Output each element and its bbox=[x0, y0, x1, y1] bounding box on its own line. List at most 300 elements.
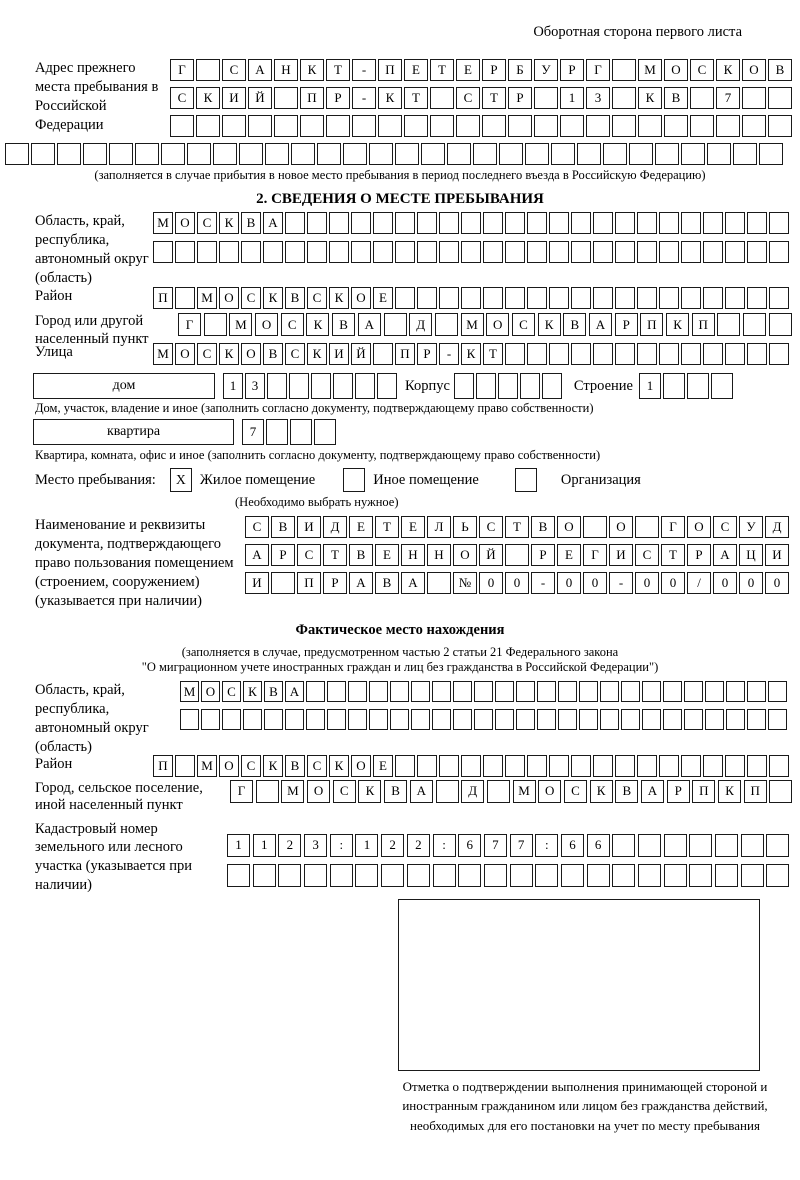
char-cell-filled[interactable]: Д bbox=[323, 516, 347, 538]
char-cell-filled[interactable]: М bbox=[197, 755, 217, 777]
char-cell-empty[interactable] bbox=[659, 241, 679, 263]
char-cell-empty[interactable] bbox=[461, 287, 481, 309]
char-cell-filled[interactable]: В bbox=[768, 59, 792, 81]
char-cell-filled[interactable]: 1 bbox=[227, 834, 250, 857]
char-cell-filled[interactable]: В bbox=[349, 544, 373, 566]
char-cell-empty[interactable] bbox=[615, 343, 635, 365]
char-cell-empty[interactable] bbox=[711, 373, 733, 399]
char-cell-empty[interactable] bbox=[461, 755, 481, 777]
char-cell-empty[interactable] bbox=[725, 241, 745, 263]
char-cell-empty[interactable] bbox=[629, 143, 653, 165]
char-cell-filled[interactable]: К bbox=[306, 313, 329, 336]
char-cell-empty[interactable] bbox=[768, 115, 792, 137]
char-cell-filled[interactable]: 1 bbox=[639, 373, 661, 399]
char-cell-empty[interactable] bbox=[577, 143, 601, 165]
char-cell-empty[interactable] bbox=[558, 709, 577, 730]
char-cell-filled[interactable]: В bbox=[271, 516, 295, 538]
char-cell-empty[interactable] bbox=[681, 287, 701, 309]
char-cell-filled[interactable]: К bbox=[358, 780, 381, 803]
char-cell-filled[interactable]: М bbox=[229, 313, 252, 336]
char-cell-filled[interactable]: В bbox=[375, 572, 399, 594]
char-cell-empty[interactable] bbox=[612, 115, 636, 137]
char-cell-empty[interactable] bbox=[381, 864, 404, 887]
char-cell-empty[interactable] bbox=[289, 373, 309, 399]
char-cell-empty[interactable] bbox=[204, 313, 227, 336]
char-cell-filled[interactable]: В bbox=[615, 780, 638, 803]
char-cell-empty[interactable] bbox=[430, 87, 454, 109]
char-cell-empty[interactable] bbox=[571, 755, 591, 777]
char-cell-filled[interactable]: Т bbox=[482, 87, 506, 109]
char-cell-empty[interactable] bbox=[768, 87, 792, 109]
char-cell-empty[interactable] bbox=[664, 115, 688, 137]
char-cell-filled[interactable]: О bbox=[486, 313, 509, 336]
char-cell-empty[interactable] bbox=[681, 343, 701, 365]
char-cell-empty[interactable] bbox=[766, 864, 789, 887]
char-cell-filled[interactable]: В bbox=[285, 287, 305, 309]
char-cell-empty[interactable] bbox=[243, 709, 262, 730]
char-cell-filled[interactable]: К bbox=[219, 212, 239, 234]
char-cell-filled[interactable]: - bbox=[352, 59, 376, 81]
char-cell-empty[interactable] bbox=[213, 143, 237, 165]
char-cell-empty[interactable] bbox=[439, 241, 459, 263]
char-cell-empty[interactable] bbox=[659, 212, 679, 234]
char-cell-empty[interactable] bbox=[659, 287, 679, 309]
char-cell-empty[interactable] bbox=[290, 419, 312, 445]
char-cell-empty[interactable] bbox=[482, 115, 506, 137]
char-cell-empty[interactable] bbox=[395, 755, 415, 777]
char-cell-empty[interactable] bbox=[411, 709, 430, 730]
char-cell-filled[interactable]: 0 bbox=[661, 572, 685, 594]
char-cell-filled[interactable]: Г bbox=[170, 59, 194, 81]
char-cell-filled[interactable]: : bbox=[535, 834, 558, 857]
char-cell-empty[interactable] bbox=[747, 343, 767, 365]
char-cell-empty[interactable] bbox=[461, 212, 481, 234]
char-cell-filled[interactable]: 1 bbox=[355, 834, 378, 857]
char-cell-empty[interactable] bbox=[741, 834, 764, 857]
char-cell-empty[interactable] bbox=[769, 287, 789, 309]
char-cell-filled[interactable]: И bbox=[297, 516, 321, 538]
char-cell-filled[interactable]: Р bbox=[508, 87, 532, 109]
char-cell-filled[interactable]: И bbox=[765, 544, 789, 566]
char-cell-empty[interactable] bbox=[715, 834, 738, 857]
char-cell-empty[interactable] bbox=[285, 212, 305, 234]
char-cell-empty[interactable] bbox=[161, 143, 185, 165]
char-cell-empty[interactable] bbox=[219, 241, 239, 263]
char-cell-filled[interactable]: С bbox=[285, 343, 305, 365]
char-cell-empty[interactable] bbox=[278, 864, 301, 887]
char-cell-filled[interactable]: В bbox=[285, 755, 305, 777]
char-cell-filled[interactable]: К bbox=[329, 755, 349, 777]
char-cell-empty[interactable] bbox=[196, 115, 220, 137]
char-cell-filled[interactable]: В bbox=[531, 516, 555, 538]
char-cell-empty[interactable] bbox=[621, 709, 640, 730]
char-cell-filled[interactable]: А bbox=[245, 544, 269, 566]
char-cell-empty[interactable] bbox=[743, 313, 766, 336]
char-cell-filled[interactable]: 3 bbox=[304, 834, 327, 857]
stay-type-checkbox-organization[interactable] bbox=[515, 468, 537, 492]
char-cell-filled[interactable]: А bbox=[410, 780, 433, 803]
char-cell-filled[interactable]: К bbox=[378, 87, 402, 109]
char-cell-empty[interactable] bbox=[703, 212, 723, 234]
char-cell-empty[interactable] bbox=[520, 373, 540, 399]
char-cell-empty[interactable] bbox=[527, 343, 547, 365]
char-cell-filled[interactable]: К bbox=[307, 343, 327, 365]
char-cell-empty[interactable] bbox=[725, 287, 745, 309]
char-cell-empty[interactable] bbox=[326, 115, 350, 137]
char-cell-empty[interactable] bbox=[285, 241, 305, 263]
char-cell-empty[interactable] bbox=[505, 755, 525, 777]
char-cell-empty[interactable] bbox=[603, 143, 627, 165]
char-cell-filled[interactable]: 2 bbox=[381, 834, 404, 857]
char-cell-empty[interactable] bbox=[549, 755, 569, 777]
char-cell-empty[interactable] bbox=[505, 212, 525, 234]
char-cell-filled[interactable]: А bbox=[641, 780, 664, 803]
char-cell-filled[interactable]: О bbox=[175, 343, 195, 365]
char-cell-empty[interactable] bbox=[355, 373, 375, 399]
char-cell-empty[interactable] bbox=[689, 834, 712, 857]
char-cell-empty[interactable] bbox=[180, 709, 199, 730]
char-cell-filled[interactable]: О bbox=[742, 59, 766, 81]
char-cell-empty[interactable] bbox=[307, 212, 327, 234]
char-cell-filled[interactable]: К bbox=[538, 313, 561, 336]
char-cell-empty[interactable] bbox=[439, 755, 459, 777]
char-cell-empty[interactable] bbox=[411, 681, 430, 702]
char-cell-empty[interactable] bbox=[395, 212, 415, 234]
char-cell-empty[interactable] bbox=[484, 864, 507, 887]
char-cell-empty[interactable] bbox=[549, 212, 569, 234]
char-cell-filled[interactable]: 2 bbox=[407, 834, 430, 857]
char-cell-filled[interactable]: В bbox=[263, 343, 283, 365]
char-cell-filled[interactable]: С bbox=[307, 755, 327, 777]
char-cell-empty[interactable] bbox=[637, 755, 657, 777]
char-cell-empty[interactable] bbox=[637, 343, 657, 365]
char-cell-filled[interactable]: С bbox=[456, 87, 480, 109]
char-cell-empty[interactable] bbox=[707, 143, 731, 165]
char-cell-empty[interactable] bbox=[703, 755, 723, 777]
char-cell-filled[interactable]: О bbox=[351, 755, 371, 777]
char-cell-empty[interactable] bbox=[343, 143, 367, 165]
char-cell-empty[interactable] bbox=[663, 373, 685, 399]
char-cell-empty[interactable] bbox=[175, 287, 195, 309]
char-cell-filled[interactable]: Н bbox=[401, 544, 425, 566]
char-cell-empty[interactable] bbox=[690, 115, 714, 137]
char-cell-empty[interactable] bbox=[571, 212, 591, 234]
char-cell-empty[interactable] bbox=[663, 709, 682, 730]
char-cell-filled[interactable]: П bbox=[395, 343, 415, 365]
stay-type-checkbox-other[interactable] bbox=[343, 468, 365, 492]
char-cell-filled[interactable]: С bbox=[245, 516, 269, 538]
char-cell-empty[interactable] bbox=[57, 143, 81, 165]
char-cell-filled[interactable]: 7 bbox=[716, 87, 740, 109]
char-cell-empty[interactable] bbox=[534, 115, 558, 137]
char-cell-empty[interactable] bbox=[560, 115, 584, 137]
char-cell-filled[interactable]: О bbox=[664, 59, 688, 81]
char-cell-empty[interactable] bbox=[458, 864, 481, 887]
char-cell-empty[interactable] bbox=[579, 681, 598, 702]
char-cell-empty[interactable] bbox=[637, 287, 657, 309]
char-cell-empty[interactable] bbox=[600, 709, 619, 730]
char-cell-empty[interactable] bbox=[304, 864, 327, 887]
char-cell-filled[interactable]: Т bbox=[323, 544, 347, 566]
char-cell-empty[interactable] bbox=[333, 373, 353, 399]
char-cell-empty[interactable] bbox=[483, 287, 503, 309]
char-cell-empty[interactable] bbox=[390, 709, 409, 730]
char-cell-empty[interactable] bbox=[395, 287, 415, 309]
char-cell-filled[interactable]: С bbox=[170, 87, 194, 109]
char-cell-empty[interactable] bbox=[510, 864, 533, 887]
char-cell-filled[interactable]: О bbox=[307, 780, 330, 803]
char-cell-empty[interactable] bbox=[621, 681, 640, 702]
char-cell-filled[interactable]: 3 bbox=[245, 373, 265, 399]
char-cell-empty[interactable] bbox=[373, 343, 393, 365]
char-cell-empty[interactable] bbox=[248, 115, 272, 137]
char-cell-filled[interactable]: А bbox=[401, 572, 425, 594]
char-cell-empty[interactable] bbox=[495, 709, 514, 730]
char-cell-empty[interactable] bbox=[726, 709, 745, 730]
char-cell-filled[interactable]: М bbox=[180, 681, 199, 702]
char-cell-filled[interactable]: О bbox=[609, 516, 633, 538]
char-cell-empty[interactable] bbox=[5, 143, 29, 165]
char-cell-empty[interactable] bbox=[327, 681, 346, 702]
char-cell-empty[interactable] bbox=[239, 143, 263, 165]
char-cell-filled[interactable]: А bbox=[589, 313, 612, 336]
char-cell-filled[interactable]: К bbox=[243, 681, 262, 702]
char-cell-empty[interactable] bbox=[768, 681, 787, 702]
char-cell-filled[interactable]: Г bbox=[586, 59, 610, 81]
char-cell-empty[interactable] bbox=[558, 681, 577, 702]
char-cell-filled[interactable]: Т bbox=[505, 516, 529, 538]
char-cell-empty[interactable] bbox=[427, 572, 451, 594]
char-cell-filled[interactable]: Т bbox=[404, 87, 428, 109]
char-cell-empty[interactable] bbox=[703, 241, 723, 263]
char-cell-filled[interactable]: С bbox=[564, 780, 587, 803]
char-cell-filled[interactable]: Г bbox=[230, 780, 253, 803]
char-cell-empty[interactable] bbox=[505, 241, 525, 263]
char-cell-empty[interactable] bbox=[267, 373, 287, 399]
char-cell-empty[interactable] bbox=[516, 709, 535, 730]
char-cell-filled[interactable]: 1 bbox=[560, 87, 584, 109]
char-cell-filled[interactable]: Р bbox=[615, 313, 638, 336]
char-cell-filled[interactable]: Т bbox=[661, 544, 685, 566]
char-cell-empty[interactable] bbox=[505, 343, 525, 365]
char-cell-filled[interactable]: Е bbox=[375, 544, 399, 566]
char-cell-empty[interactable] bbox=[433, 864, 456, 887]
char-cell-empty[interactable] bbox=[615, 755, 635, 777]
char-cell-empty[interactable] bbox=[175, 755, 195, 777]
char-cell-empty[interactable] bbox=[615, 287, 635, 309]
char-cell-filled[interactable]: О bbox=[255, 313, 278, 336]
char-cell-empty[interactable] bbox=[593, 343, 613, 365]
char-cell-empty[interactable] bbox=[703, 287, 723, 309]
char-cell-filled[interactable]: И bbox=[245, 572, 269, 594]
char-cell-empty[interactable] bbox=[726, 681, 745, 702]
char-cell-empty[interactable] bbox=[407, 864, 430, 887]
char-cell-filled[interactable]: 0 bbox=[765, 572, 789, 594]
char-cell-filled[interactable]: Р bbox=[326, 87, 350, 109]
char-cell-filled[interactable]: 1 bbox=[253, 834, 276, 857]
char-cell-empty[interactable] bbox=[187, 143, 211, 165]
char-cell-empty[interactable] bbox=[747, 212, 767, 234]
char-cell-empty[interactable] bbox=[527, 212, 547, 234]
char-cell-empty[interactable] bbox=[369, 681, 388, 702]
char-cell-empty[interactable] bbox=[664, 834, 687, 857]
char-cell-empty[interactable] bbox=[549, 287, 569, 309]
char-cell-filled[interactable]: П bbox=[378, 59, 402, 81]
char-cell-empty[interactable] bbox=[384, 313, 407, 336]
char-cell-empty[interactable] bbox=[505, 544, 529, 566]
char-cell-empty[interactable] bbox=[537, 681, 556, 702]
char-cell-filled[interactable]: Ц bbox=[739, 544, 763, 566]
char-cell-empty[interactable] bbox=[417, 241, 437, 263]
char-cell-empty[interactable] bbox=[742, 115, 766, 137]
char-cell-empty[interactable] bbox=[600, 681, 619, 702]
char-cell-filled[interactable]: Р bbox=[560, 59, 584, 81]
char-cell-filled[interactable]: Т bbox=[430, 59, 454, 81]
char-cell-empty[interactable] bbox=[742, 87, 766, 109]
char-cell-filled[interactable]: Р bbox=[271, 544, 295, 566]
char-cell-filled[interactable]: 7 bbox=[242, 419, 264, 445]
char-cell-filled[interactable]: С bbox=[197, 212, 217, 234]
char-cell-filled[interactable]: 0 bbox=[713, 572, 737, 594]
char-cell-empty[interactable] bbox=[571, 343, 591, 365]
char-cell-filled[interactable]: К bbox=[219, 343, 239, 365]
char-cell-empty[interactable] bbox=[109, 143, 133, 165]
char-cell-filled[interactable]: И bbox=[329, 343, 349, 365]
char-cell-empty[interactable] bbox=[170, 115, 194, 137]
char-cell-empty[interactable] bbox=[638, 115, 662, 137]
char-cell-filled[interactable]: П bbox=[692, 780, 715, 803]
char-cell-filled[interactable]: С bbox=[307, 287, 327, 309]
char-cell-empty[interactable] bbox=[637, 212, 657, 234]
char-cell-empty[interactable] bbox=[769, 241, 789, 263]
char-cell-empty[interactable] bbox=[741, 864, 764, 887]
char-cell-empty[interactable] bbox=[769, 755, 789, 777]
char-cell-filled[interactable]: К bbox=[329, 287, 349, 309]
char-cell-empty[interactable] bbox=[197, 241, 217, 263]
char-cell-filled[interactable]: С bbox=[222, 681, 241, 702]
char-cell-empty[interactable] bbox=[747, 287, 767, 309]
char-cell-filled[interactable]: Е bbox=[404, 59, 428, 81]
char-cell-empty[interactable] bbox=[327, 709, 346, 730]
char-cell-filled[interactable]: А bbox=[713, 544, 737, 566]
char-cell-empty[interactable] bbox=[615, 212, 635, 234]
char-cell-filled[interactable]: М bbox=[461, 313, 484, 336]
char-cell-empty[interactable] bbox=[561, 864, 584, 887]
char-cell-filled[interactable]: В bbox=[563, 313, 586, 336]
char-cell-empty[interactable] bbox=[135, 143, 159, 165]
char-cell-empty[interactable] bbox=[300, 115, 324, 137]
char-cell-empty[interactable] bbox=[196, 59, 220, 81]
char-cell-empty[interactable] bbox=[747, 681, 766, 702]
char-cell-filled[interactable]: С bbox=[241, 755, 261, 777]
char-cell-empty[interactable] bbox=[542, 373, 562, 399]
char-cell-empty[interactable] bbox=[329, 241, 349, 263]
char-cell-empty[interactable] bbox=[681, 755, 701, 777]
char-cell-filled[interactable]: У bbox=[739, 516, 763, 538]
char-cell-filled[interactable]: 6 bbox=[458, 834, 481, 857]
char-cell-empty[interactable] bbox=[439, 212, 459, 234]
char-cell-empty[interactable] bbox=[266, 419, 288, 445]
char-cell-filled[interactable]: : bbox=[330, 834, 353, 857]
char-cell-empty[interactable] bbox=[587, 864, 610, 887]
char-cell-filled[interactable]: М bbox=[281, 780, 304, 803]
char-cell-empty[interactable] bbox=[593, 212, 613, 234]
char-cell-filled[interactable]: В bbox=[664, 87, 688, 109]
char-cell-filled[interactable]: В bbox=[332, 313, 355, 336]
char-cell-empty[interactable] bbox=[612, 59, 636, 81]
char-cell-empty[interactable] bbox=[705, 681, 724, 702]
char-cell-empty[interactable] bbox=[476, 373, 496, 399]
char-cell-filled[interactable]: Н bbox=[274, 59, 298, 81]
char-cell-filled[interactable]: 0 bbox=[557, 572, 581, 594]
char-cell-filled[interactable]: П bbox=[692, 313, 715, 336]
char-cell-empty[interactable] bbox=[456, 115, 480, 137]
char-cell-empty[interactable] bbox=[453, 709, 472, 730]
char-cell-filled[interactable]: К bbox=[461, 343, 481, 365]
char-cell-filled[interactable]: Р bbox=[667, 780, 690, 803]
char-cell-filled[interactable]: 0 bbox=[479, 572, 503, 594]
char-cell-empty[interactable] bbox=[499, 143, 523, 165]
char-cell-filled[interactable]: П bbox=[297, 572, 321, 594]
char-cell-empty[interactable] bbox=[715, 864, 738, 887]
char-cell-empty[interactable] bbox=[377, 373, 397, 399]
char-cell-empty[interactable] bbox=[430, 115, 454, 137]
char-cell-empty[interactable] bbox=[153, 241, 173, 263]
char-cell-empty[interactable] bbox=[263, 241, 283, 263]
char-cell-empty[interactable] bbox=[314, 419, 336, 445]
char-cell-empty[interactable] bbox=[369, 143, 393, 165]
char-cell-filled[interactable]: № bbox=[453, 572, 477, 594]
char-cell-filled[interactable]: 6 bbox=[561, 834, 584, 857]
char-cell-filled[interactable]: А bbox=[263, 212, 283, 234]
char-cell-empty[interactable] bbox=[705, 709, 724, 730]
char-cell-filled[interactable]: Т bbox=[326, 59, 350, 81]
char-cell-filled[interactable]: С bbox=[197, 343, 217, 365]
char-cell-empty[interactable] bbox=[747, 241, 767, 263]
char-cell-empty[interactable] bbox=[690, 87, 714, 109]
char-cell-filled[interactable]: Е bbox=[349, 516, 373, 538]
char-cell-empty[interactable] bbox=[352, 115, 376, 137]
char-cell-filled[interactable]: Р bbox=[417, 343, 437, 365]
char-cell-filled[interactable]: С bbox=[512, 313, 535, 336]
char-cell-empty[interactable] bbox=[265, 143, 289, 165]
char-cell-empty[interactable] bbox=[725, 755, 745, 777]
stay-type-checkbox-residential[interactable]: X bbox=[170, 468, 192, 492]
char-cell-empty[interactable] bbox=[655, 143, 679, 165]
char-cell-empty[interactable] bbox=[317, 143, 341, 165]
char-cell-filled[interactable]: О bbox=[557, 516, 581, 538]
char-cell-empty[interactable] bbox=[551, 143, 575, 165]
char-cell-empty[interactable] bbox=[508, 115, 532, 137]
char-cell-empty[interactable] bbox=[769, 212, 789, 234]
char-cell-empty[interactable] bbox=[373, 241, 393, 263]
char-cell-empty[interactable] bbox=[432, 681, 451, 702]
char-cell-empty[interactable] bbox=[615, 241, 635, 263]
char-cell-empty[interactable] bbox=[642, 709, 661, 730]
char-cell-filled[interactable]: В bbox=[264, 681, 283, 702]
char-cell-filled[interactable]: О bbox=[687, 516, 711, 538]
char-cell-filled[interactable]: Р bbox=[687, 544, 711, 566]
char-cell-empty[interactable] bbox=[681, 241, 701, 263]
char-cell-filled[interactable]: У bbox=[534, 59, 558, 81]
char-cell-filled[interactable]: К bbox=[666, 313, 689, 336]
char-cell-filled[interactable]: Г bbox=[583, 544, 607, 566]
char-cell-filled[interactable]: Н bbox=[427, 544, 451, 566]
char-cell-empty[interactable] bbox=[612, 834, 635, 857]
char-cell-empty[interactable] bbox=[369, 709, 388, 730]
char-cell-empty[interactable] bbox=[435, 313, 458, 336]
char-cell-empty[interactable] bbox=[638, 864, 661, 887]
